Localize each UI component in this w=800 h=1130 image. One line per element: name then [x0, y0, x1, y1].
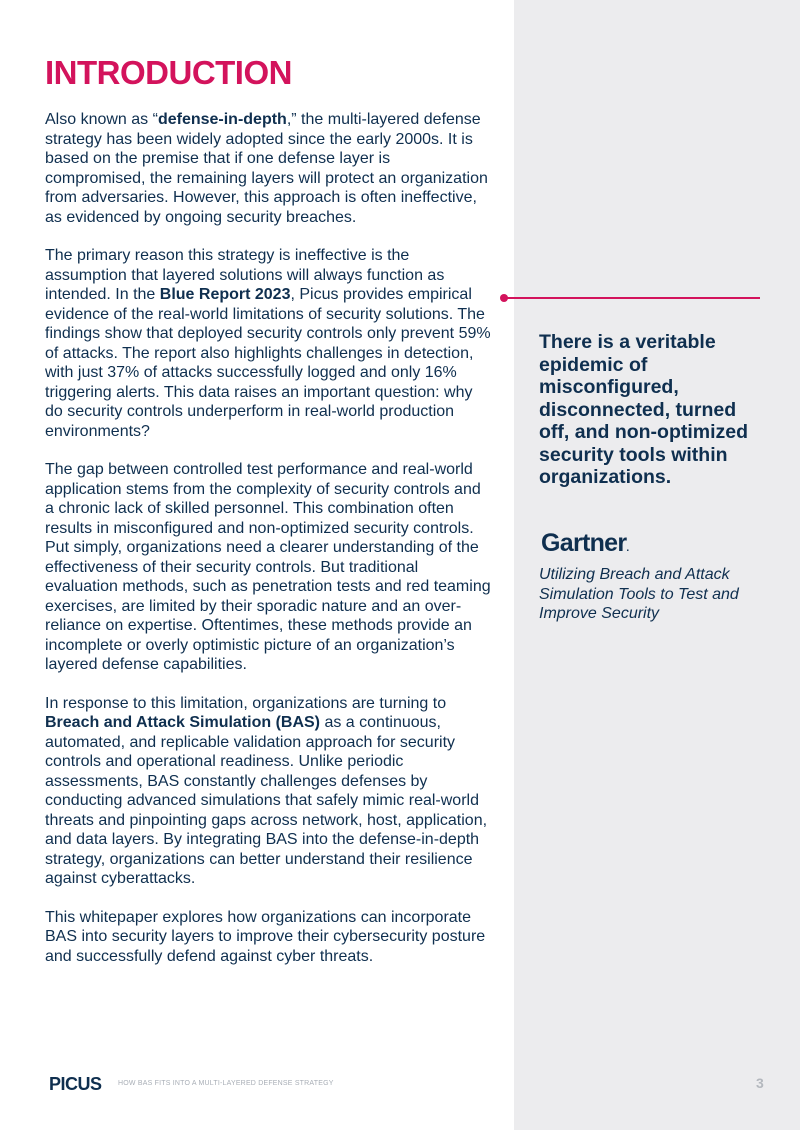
gartner-logo-text: Gartner [541, 529, 627, 557]
gartner-logo-mark: . [626, 543, 629, 554]
picus-logo: PICUS [49, 1074, 102, 1094]
paragraph-1-text-a: Also known as “ [45, 111, 158, 128]
paragraph-1 [45, 110, 493, 227]
paragraph-4-text-c: as a continuous, automated, and replicable validation approach for security controls and operational readiness. Unlike periodic assessments, BAS constantly challenges defenses by conducting advanced simulations that safely mimic real-world threats and pinpointing gaps across network, host, application, and data layers. By integrating BAS into the defense-in-depth strategy, organizations can better understand their resilience against cyberattacks. [45, 714, 488, 887]
body-text [45, 110, 493, 985]
paragraph-2 [45, 246, 493, 441]
paragraph-5: This whitepaper explores how organizations can incorporate BAS into security layers to improve their cybersecurity posture and successfully defend against cyber threats. [45, 908, 486, 965]
quote-source-title: Utilizing Breach and Attack Simulation Tools to Test and Improve Security [539, 566, 739, 622]
page-number: 3 [756, 1075, 764, 1091]
quote-divider-dot [500, 294, 508, 302]
page-title: INTRODUCTION [45, 54, 292, 91]
paragraph-4 [45, 694, 493, 889]
quote-divider [504, 297, 760, 299]
footer-document-title: HOW BAS FITS INTO A MULTI-LAYERED DEFENSE STRATEGY [118, 1080, 334, 1087]
paragraph-3: The gap between controlled test performance and real-world application stems from the complexity of security controls and a chronic lack of skilled personnel. This combination often results in misconfigured and non-optimized security controls. Put simply, organizations need a clearer understanding of the effectiveness of their security controls. But traditional evaluation methods, such as penetration tests and red teaming exercises, are limited by their sporadic nature and an over-reliance on expertise. Oftentimes, these methods provide an incomplete or overly optimistic picture of an organization’s layered defense capabilities. [45, 461, 491, 673]
paragraph-4-text-a: In response to this limitation, organizations are turning to [45, 694, 447, 712]
paragraph-2-text-a: The primary reason this strategy is ineffective is the assumption that layered solutions will always function as intended. In the [45, 247, 445, 303]
paragraph-1-text-c: ,” the multi-layered defense strategy has been widely adopted since the early 2000s. It is based on the premise that if one defense layer is compromised, the remaining layers will protect an organization from adversaries. However, this approach is often ineffective, as evidenced by ongoing security breaches. [45, 111, 488, 226]
gartner-logo [541, 529, 629, 558]
blue-report-link: Blue Report 2023 [159, 286, 291, 303]
paragraph-1-bold: defense-in-depth [157, 111, 287, 128]
pull-quote: There is a veritable epidemic of misconfigured, disconnected, turned off, and non-optimized security tools within organizations. [539, 331, 749, 488]
paragraph-4-bold: Breach and Attack Simulation (BAS) [45, 714, 321, 731]
paragraph-2-text-c: , Picus provides empirical evidence of the real-world limitations of security solutions. The findings show that deployed security controls only prevent 59% of attacks. The report also highlights challenges in detection, with just 37% of attacks successfully logged and only 16% triggering alerts. This data raises an important question: why do security controls underperform in real-world production environments? [45, 286, 491, 440]
